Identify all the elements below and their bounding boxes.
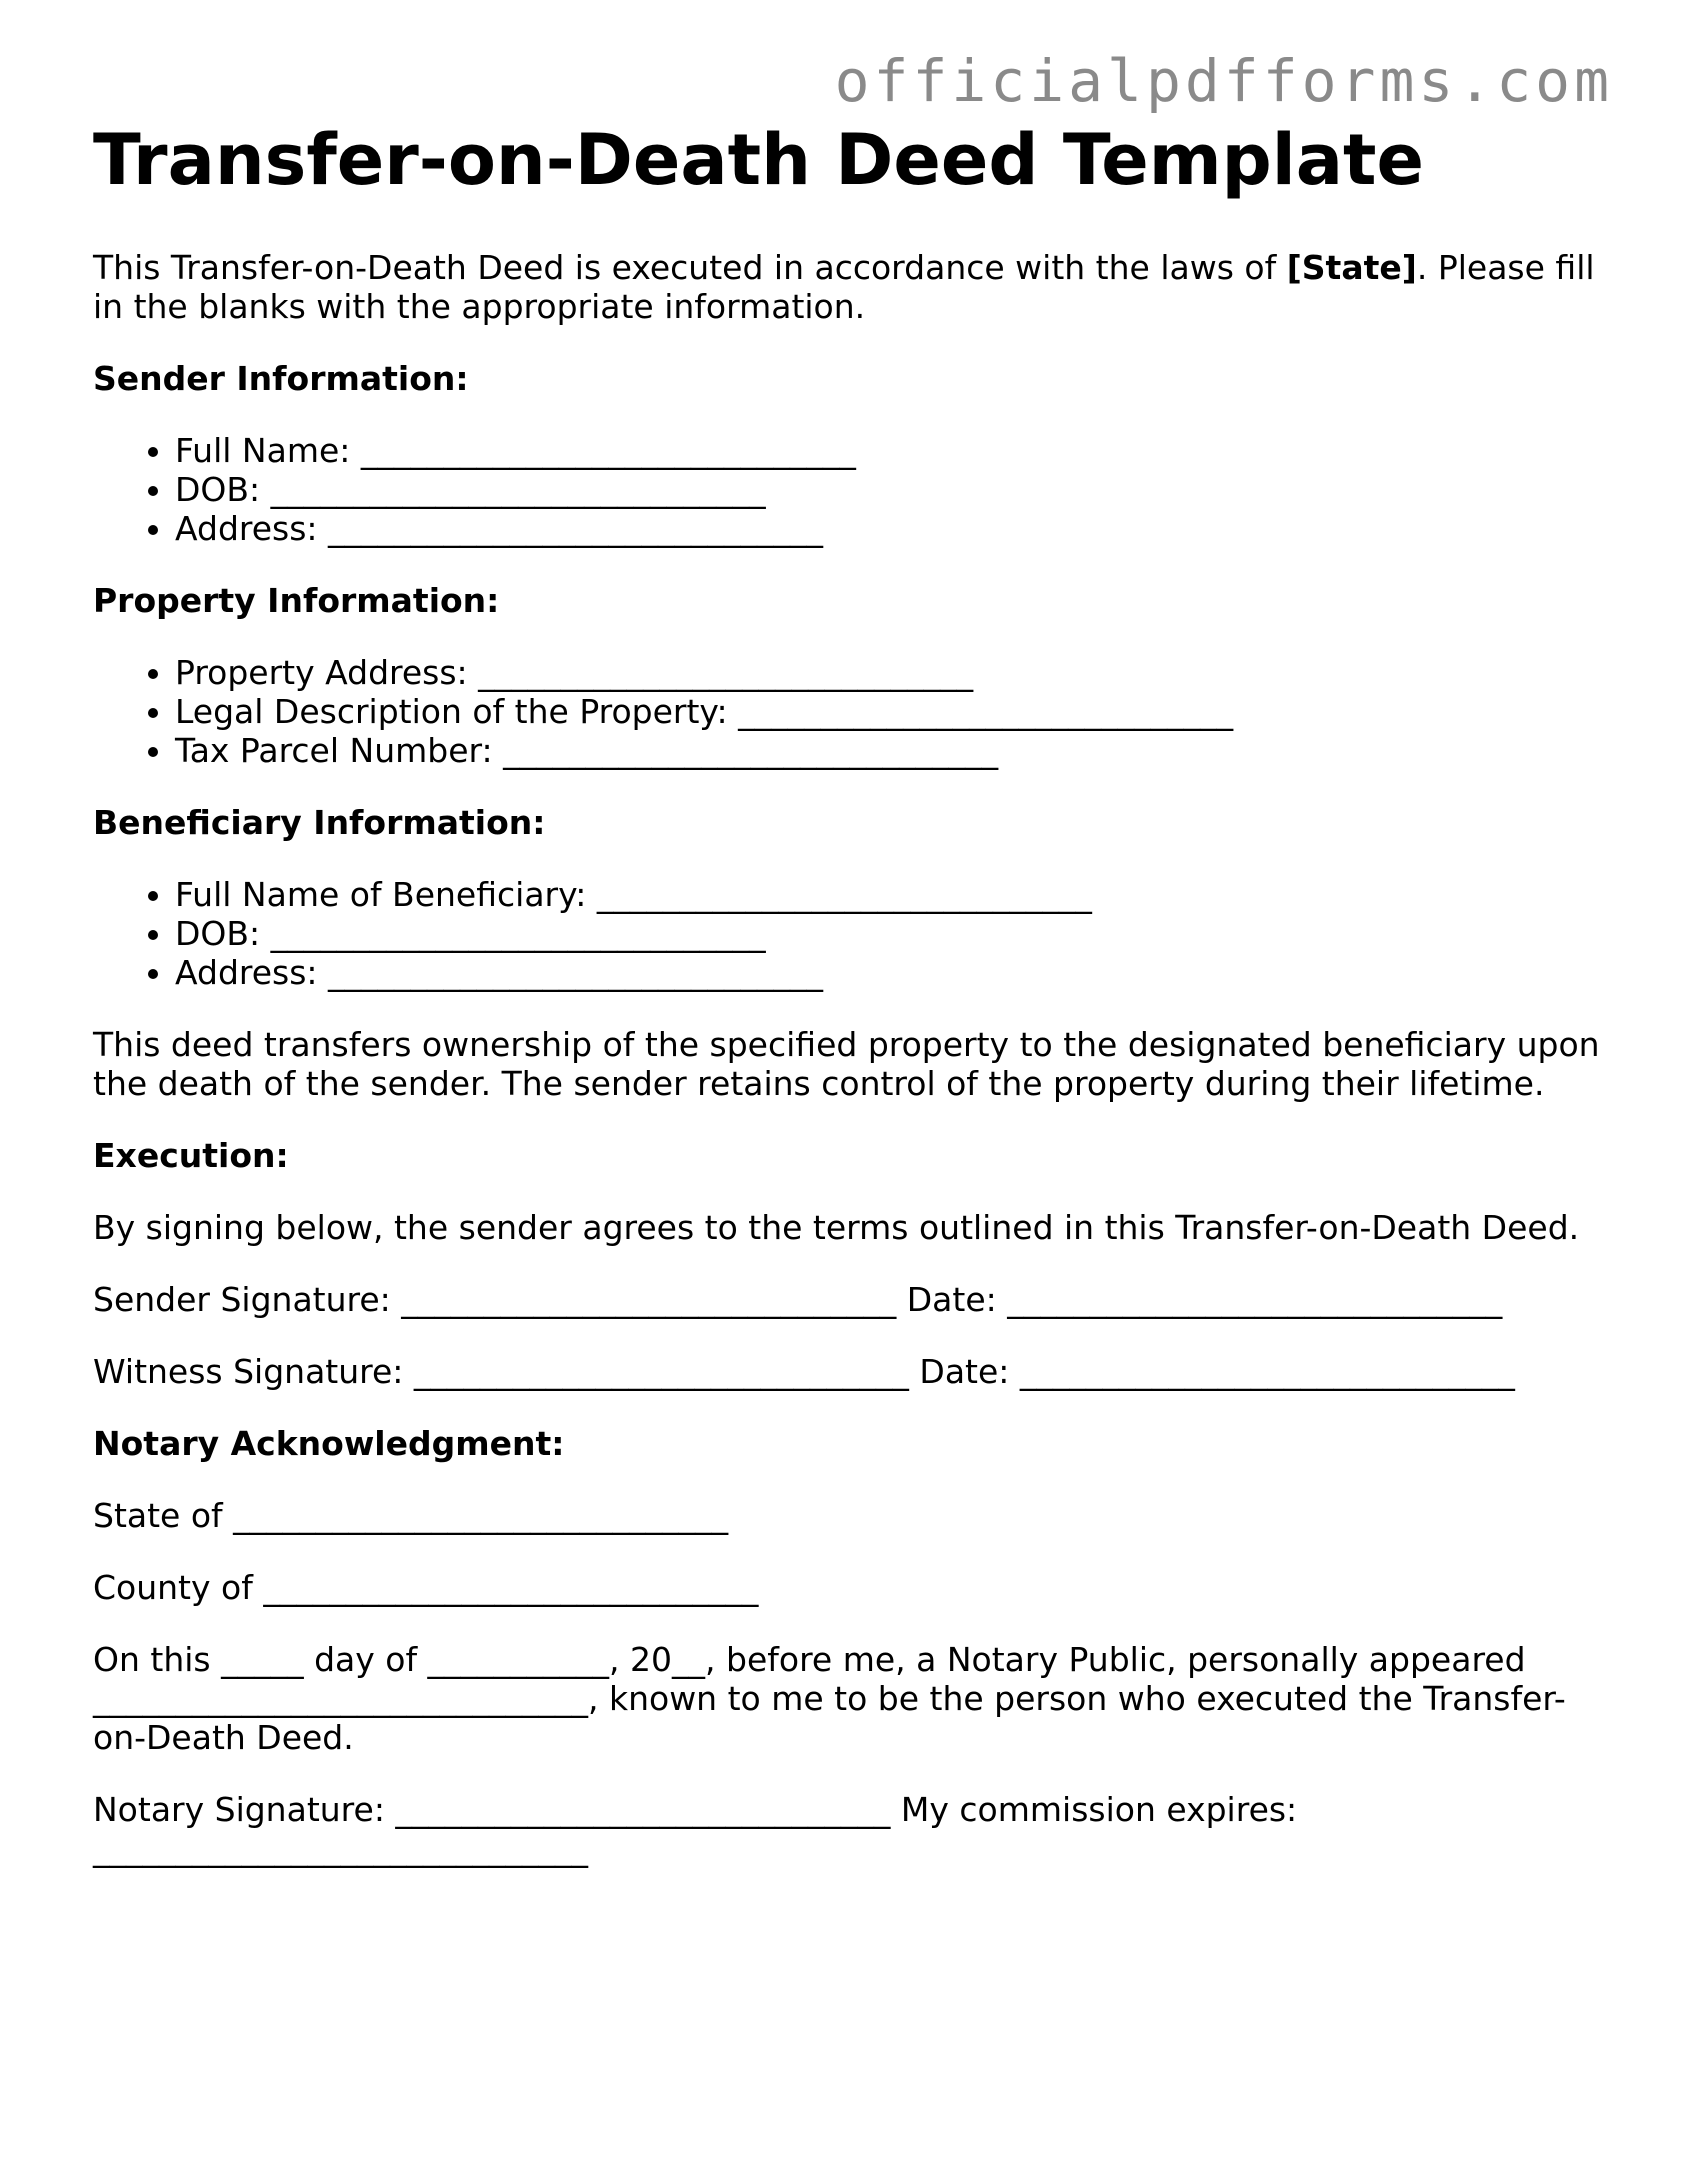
tax-parcel-number-blank[interactable]: ______________________________ <box>503 731 999 770</box>
field-label: Full Name: <box>175 431 361 470</box>
execution-statement: By signing below, the sender agrees to the terms outlined in this Transfer-on-Death Deed. <box>93 1208 1580 1247</box>
sender-signature-line[interactable]: Sender Signature: ______________________________ Date: ______________________________ <box>93 1280 1503 1319</box>
beneficiary-heading: Beneficiary Information: <box>93 803 546 842</box>
field-label: Full Name of Beneficiary: <box>175 875 597 914</box>
field-label: Address: <box>175 509 329 548</box>
notary-signature-line[interactable]: Notary Signature: ______________________________ My commission expires: ______________________________ <box>93 1790 1298 1868</box>
intro-paragraph <box>93 248 1603 326</box>
field-label: DOB: <box>175 470 271 509</box>
notary-county-line[interactable]: County of ______________________________ <box>93 1568 759 1607</box>
list-item <box>175 692 1603 731</box>
sender-heading: Sender Information: <box>93 359 469 398</box>
list-item <box>175 875 1603 914</box>
sender-address-blank[interactable]: ______________________________ <box>328 509 824 548</box>
list-item <box>175 431 1603 470</box>
property-address-blank[interactable]: ______________________________ <box>478 653 974 692</box>
document-page <box>93 120 1603 1901</box>
page-title: Transfer-on-Death Deed Template <box>93 119 1424 201</box>
beneficiary-address-blank[interactable]: ______________________________ <box>328 953 824 992</box>
sender-list <box>93 431 1603 548</box>
list-item <box>175 953 1603 992</box>
field-label: Address: <box>175 953 329 992</box>
list-item <box>175 914 1603 953</box>
beneficiary-full-name-blank[interactable]: ______________________________ <box>596 875 1092 914</box>
beneficiary-list <box>93 875 1603 992</box>
list-item <box>175 470 1603 509</box>
property-list <box>93 653 1603 770</box>
state-placeholder: [State] <box>1286 248 1417 287</box>
notary-state-line[interactable]: State of ______________________________ <box>93 1496 729 1535</box>
sender-full-name-blank[interactable]: ______________________________ <box>360 431 856 470</box>
field-label: DOB: <box>175 914 271 953</box>
intro-text-after: . Please fill in the blanks with the appropriate information. <box>93 248 1595 326</box>
list-item <box>175 653 1603 692</box>
witness-signature-line[interactable]: Witness Signature: ______________________________ Date: ______________________________ <box>93 1352 1515 1391</box>
property-heading: Property Information: <box>93 581 500 620</box>
transfer-paragraph: This deed transfers ownership of the specified property to the designated beneficiary upon the death of the sender. The sender retains control of the property during their lifetime. <box>93 1025 1600 1103</box>
watermark: officialpdfforms.com <box>834 47 1613 115</box>
notary-heading: Notary Acknowledgment: <box>93 1424 565 1463</box>
legal-description-blank[interactable]: ______________________________ <box>738 692 1234 731</box>
beneficiary-dob-blank[interactable]: ______________________________ <box>270 914 766 953</box>
intro-text-before: This Transfer-on-Death Deed is executed in accordance with the laws of <box>93 248 1287 287</box>
list-item <box>175 731 1603 770</box>
field-label: Property Address: <box>175 653 479 692</box>
field-label: Tax Parcel Number: <box>175 731 504 770</box>
sender-dob-blank[interactable]: ______________________________ <box>270 470 766 509</box>
execution-heading: Execution: <box>93 1136 289 1175</box>
field-label: Legal Description of the Property: <box>175 692 739 731</box>
notary-acknowledgment[interactable]: On this _____ day of ___________, 20__, before me, a Notary Public, personally appeared ______________________________, known to me to be the person who executed the Transfer-on-Death Deed. <box>93 1640 1566 1757</box>
list-item <box>175 509 1603 548</box>
